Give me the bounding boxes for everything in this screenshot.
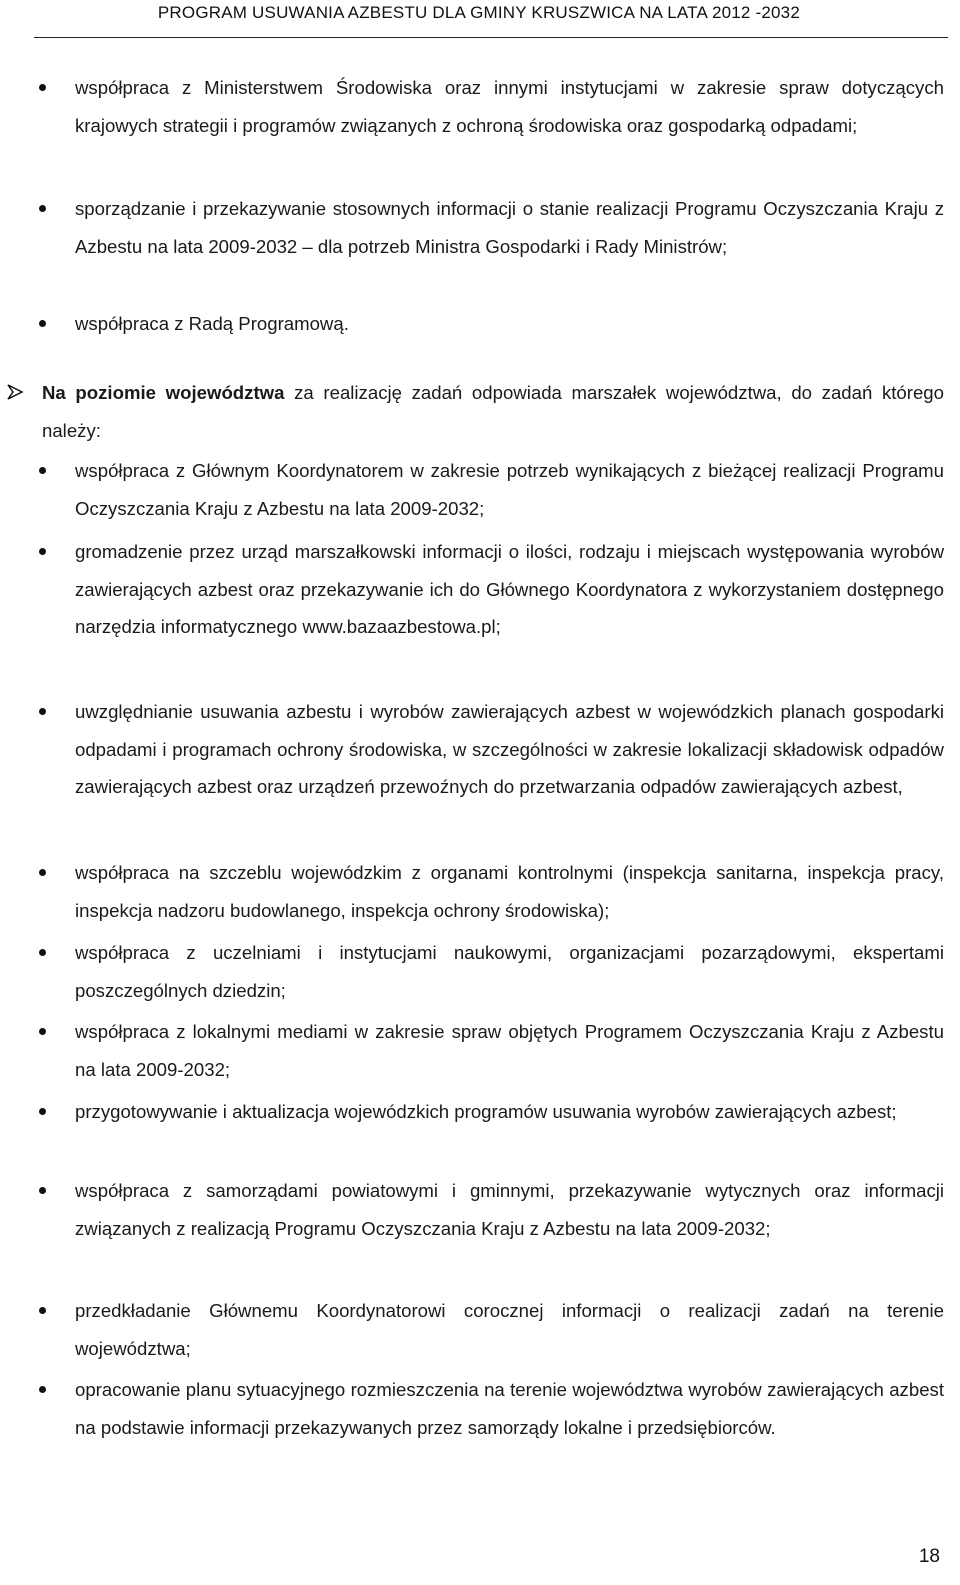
section-heading-voivodeship bbox=[42, 374, 944, 449]
header-divider bbox=[34, 37, 948, 38]
list-item bbox=[75, 1172, 944, 1247]
bullet-dot-icon bbox=[39, 548, 46, 555]
list-item-text: gromadzenie przez urząd marszałkowski informacji o ilości, rodzaju i miejscach występowania wyrobów zawierających azbest oraz przekazywanie ich do Głównego Koordynatora z wykorzystaniem dostępnego narzędzia informatycznego www.bazaazbestowa.pl; bbox=[75, 541, 944, 637]
section-heading-lead: Na poziomie województwa bbox=[42, 382, 285, 403]
bullet-dot-icon bbox=[39, 1187, 46, 1194]
list-item-text: sporządzanie i przekazywanie stosownych informacji o stanie realizacji Programu Oczyszczania Kraju z Azbestu na lata 2009-2032 – dla potrzeb Ministra Gospodarki i Rady Ministrów; bbox=[75, 198, 944, 257]
bullet-dot-icon bbox=[39, 205, 46, 212]
bullet-dot-icon bbox=[39, 1386, 46, 1393]
bullet-dot-icon bbox=[39, 467, 46, 474]
list-item bbox=[75, 1371, 944, 1446]
list-item bbox=[75, 533, 944, 646]
section-heading-text: za realizację zadań odpowiada marszałek województwa, do zadań którego należy: bbox=[42, 382, 944, 441]
list-item bbox=[75, 305, 944, 343]
list-item-text: współpraca z Radą Programową. bbox=[75, 313, 349, 334]
list-item-text: uwzględnianie usuwania azbestu i wyrobów zawierających azbest w wojewódzkich planach gospodarki odpadami i programach ochrony środowiska, w szczególności w zakresie lokalizacji składowisk odpadów zawierających azbest oraz urządzeń przewoźnych do przetwarzania odpadów zawierających azbest, bbox=[75, 701, 944, 797]
bullet-dot-icon bbox=[39, 1108, 46, 1115]
bullet-dot-icon bbox=[39, 708, 46, 715]
list-item-text: współpraca na szczeblu wojewódzkim z organami kontrolnymi (inspekcja sanitarna, inspekcja pracy, inspekcja nadzoru budowlanego, inspekcja ochrony środowiska); bbox=[75, 862, 944, 921]
list-item bbox=[75, 452, 944, 527]
list-item-text: współpraca z lokalnymi mediami w zakresie spraw objętych Programem Oczyszczania Kraju z Azbestu na lata 2009-2032; bbox=[75, 1021, 944, 1080]
list-item-text: współpraca z uczelniami i instytucjami naukowymi, organizacjami pozarządowymi, ekspertami poszczególnych dziedzin; bbox=[75, 942, 944, 1001]
list-item-text: współpraca z Głównym Koordynatorem w zakresie potrzeb wynikających z bieżącej realizacji Programu Oczyszczania Kraju z Azbestu na lata 2009-2032; bbox=[75, 460, 944, 519]
list-item bbox=[75, 1013, 944, 1088]
list-item-text: przygotowywanie i aktualizacja wojewódzkich programów usuwania wyrobów zawierających azbest; bbox=[75, 1101, 897, 1122]
bullet-dot-icon bbox=[39, 1028, 46, 1035]
bullet-dot-icon bbox=[39, 320, 46, 327]
list-item bbox=[75, 1093, 944, 1131]
page-number: 18 bbox=[918, 1546, 940, 1567]
list-item-text: przedkładanie Głównemu Koordynatorowi corocznej informacji o realizacji zadań na terenie województwa; bbox=[75, 1300, 944, 1359]
list-item bbox=[75, 1292, 944, 1367]
running-header-title: PROGRAM USUWANIA AZBESTU DLA GMINY KRUSZWICA NA LATA 2012 -2032 bbox=[157, 3, 800, 22]
bullet-dot-icon bbox=[39, 949, 46, 956]
page-header bbox=[0, 0, 960, 40]
list-item bbox=[75, 934, 944, 1009]
list-item bbox=[75, 69, 944, 144]
list-item-text: współpraca z Ministerstwem Środowiska oraz innymi instytucjami w zakresie spraw dotyczących krajowych strategii i programów związanych z ochroną środowiska oraz gospodarką odpadami; bbox=[75, 77, 944, 136]
list-item bbox=[75, 693, 944, 806]
list-item bbox=[75, 854, 944, 929]
list-item bbox=[75, 190, 944, 265]
bullet-dot-icon bbox=[39, 1307, 46, 1314]
arrowhead-bullet-icon bbox=[6, 383, 24, 401]
bullet-dot-icon bbox=[39, 869, 46, 876]
list-item-text: opracowanie planu sytuacyjnego rozmieszczenia na terenie województwa wyrobów zawierających azbest na podstawie informacji przekazywanych przez samorządy lokalne i przedsiębiorców. bbox=[75, 1379, 944, 1438]
bullet-dot-icon bbox=[39, 84, 46, 91]
list-item-text: współpraca z samorządami powiatowymi i gminnymi, przekazywanie wytycznych oraz informacji związanych z realizacją Programu Oczyszczania Kraju z Azbestu na lata 2009-2032; bbox=[75, 1180, 944, 1239]
